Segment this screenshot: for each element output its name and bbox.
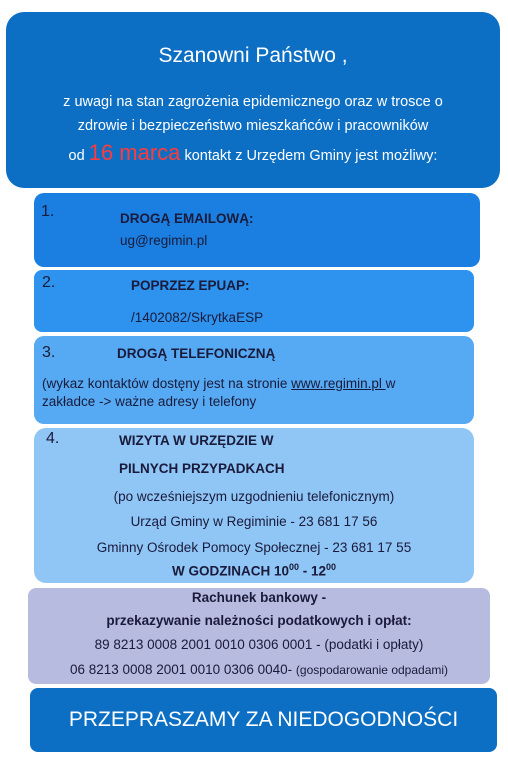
bank-title: Rachunek bankowy -	[191, 590, 327, 605]
option-email	[34, 193, 480, 267]
bank-account-waste-number: 06 8213 0008 2001 0010 0306 0040-	[69, 662, 296, 677]
option-title-line-1: WIZYTA W URZĘDZIE W	[119, 433, 274, 448]
option-title: POPRZEZ EPUAP:	[131, 278, 250, 293]
website-link[interactable]: www.regimin.pl	[291, 376, 386, 391]
option-title: DROGĄ TELEFONICZNĄ	[117, 346, 276, 361]
option-number: 1.	[41, 203, 55, 220]
option-number: 4.	[46, 430, 60, 447]
greeting-title: Szanowni Państwo ,	[158, 44, 348, 67]
phone-detail-suffix: w	[385, 376, 396, 391]
hours-from: W GODZINACH 10	[171, 563, 289, 579]
header-banner	[6, 12, 500, 188]
option-epuap	[34, 270, 474, 332]
office-hours	[34, 562, 474, 579]
option-title-line-2: PILNYCH PRZYPADKACH	[119, 461, 285, 476]
option-phone	[34, 336, 474, 424]
header-line-3	[6, 140, 500, 166]
phone-detail-line-1	[42, 376, 395, 391]
bank-account-taxes: 89 8213 0008 2001 0010 0306 0001 - (podatki i opłaty)	[94, 637, 424, 652]
header-line-1: z uwagi na stan zagrożenia epidemicznego oraz w trosce o	[63, 94, 443, 110]
contact-gops: Gminny Ośrodek Pomocy Społecznej - 23 681 17 55	[96, 540, 412, 555]
option-number: 3.	[42, 344, 56, 361]
date-highlight: 16 marca	[88, 140, 181, 165]
option-number: 2.	[42, 274, 56, 291]
header-line-3-prefix: od	[68, 148, 89, 164]
option-visit	[34, 428, 474, 583]
phone-detail-line-2: zakładce -> ważne adresy i telefony	[42, 394, 257, 409]
header-line-3-suffix: kontakt z Urzędem Gminy jest możliwy:	[180, 148, 438, 164]
apology-footer	[30, 688, 497, 752]
epuap-address: /1402082/SkrytkaESP	[131, 310, 264, 325]
contact-urzad: Urząd Gminy w Regiminie - 23 681 17 56	[130, 514, 378, 529]
phone-detail-text: (wykaz kontaktów dostęny jest na stronie	[42, 376, 292, 391]
bank-subtitle: przekazywanie należności podatkowych i opłat:	[106, 613, 412, 628]
hours-to-minutes: 00	[326, 562, 337, 572]
footer-text: PRZEPRASZAMY ZA NIEDOGODNOŚCI	[68, 708, 459, 731]
bank-account-waste-note: (gospodarowanie odpadami)	[295, 663, 449, 677]
email-address[interactable]: ug@regimin.pl	[120, 233, 208, 248]
header-line-2: zdrowie i bezpieczeństwo mieszkańców i pracowników	[77, 118, 429, 134]
hours-to: - 12	[299, 563, 327, 579]
bank-account-waste	[28, 662, 490, 677]
option-title: DROGĄ EMAILOWĄ:	[120, 211, 254, 226]
hours-from-minutes: 00	[288, 562, 299, 572]
bank-account-box	[28, 588, 490, 684]
visit-note: (po wcześniejszym uzgodnieniu telefonicznym)	[113, 489, 395, 504]
